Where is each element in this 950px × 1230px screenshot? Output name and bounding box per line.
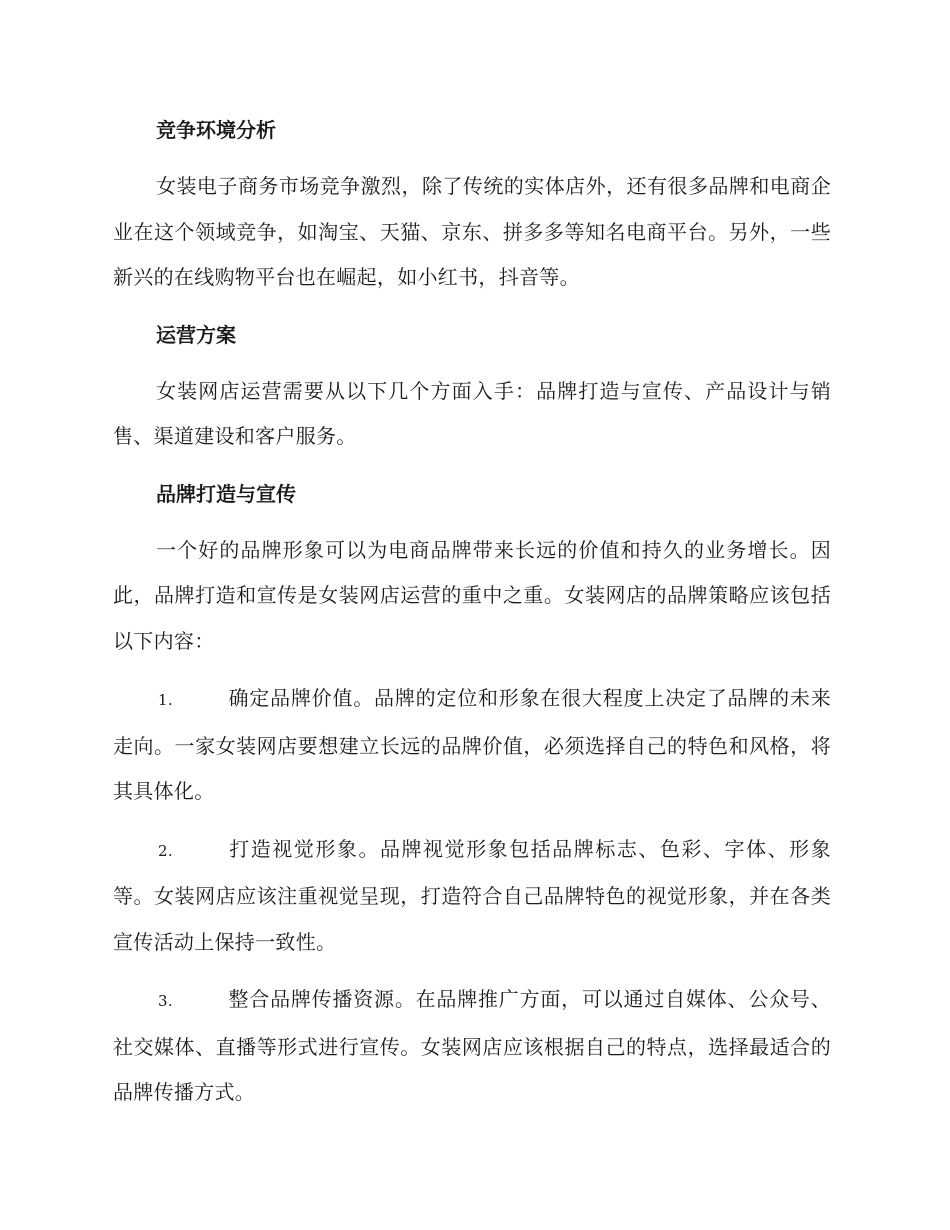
list-item-text: 整合品牌传播资源。在品牌推广方面，可以通过自媒体、公众号、社交媒体、直播等形式进行宣传。女装网店应该根据自己的特点，选择最适合的品牌传播方式。	[113, 987, 831, 1104]
section-heading-competition: 竞争环境分析	[156, 118, 276, 142]
list-item	[113, 827, 831, 966]
list-item-number: 3.	[158, 992, 173, 1010]
paragraph-operations: 女装网店运营需要从以下几个方面入手：品牌打造与宣传、产品设计与销售、渠道建设和客户服务。	[113, 378, 831, 448]
list-item	[113, 676, 831, 815]
list-item	[113, 977, 831, 1116]
list-item-number: 1.	[158, 691, 173, 709]
list-item-number: 2.	[158, 841, 173, 860]
paragraph-branding: 一个好的品牌形象可以为电商品牌带来长远的价值和持久的业务增长。因此，品牌打造和宣传是女装网店运营的重中之重。女装网店的品牌策略应该包括以下内容：	[113, 537, 831, 653]
document-page	[113, 112, 831, 1116]
list-item-text: 确定品牌价值。品牌的定位和形象在很大程度上决定了品牌的未来走向。一家女装网店要想建立长远的品牌价值，必须选择自己的特色和风格，将其具体化。	[113, 686, 831, 803]
list-item-text: 打造视觉形象。品牌视觉形象包括品牌标志、色彩、字体、形象等。女装网店应该注重视觉呈现，打造符合自己品牌特色的视觉形象，并在各类宣传活动上保持一致性。	[113, 836, 831, 954]
paragraph-competition: 女装电子商务市场竞争激烈，除了传统的实体店外，还有很多品牌和电商企业在这个领域竞争，如淘宝、天猫、京东、拼多多等知名电商平台。另外，一些新兴的在线购物平台也在崛起，如小红书，抖音等。	[113, 174, 831, 289]
section-heading-branding: 品牌打造与宣传	[156, 481, 296, 506]
section-heading-operations: 运营方案	[156, 322, 236, 347]
